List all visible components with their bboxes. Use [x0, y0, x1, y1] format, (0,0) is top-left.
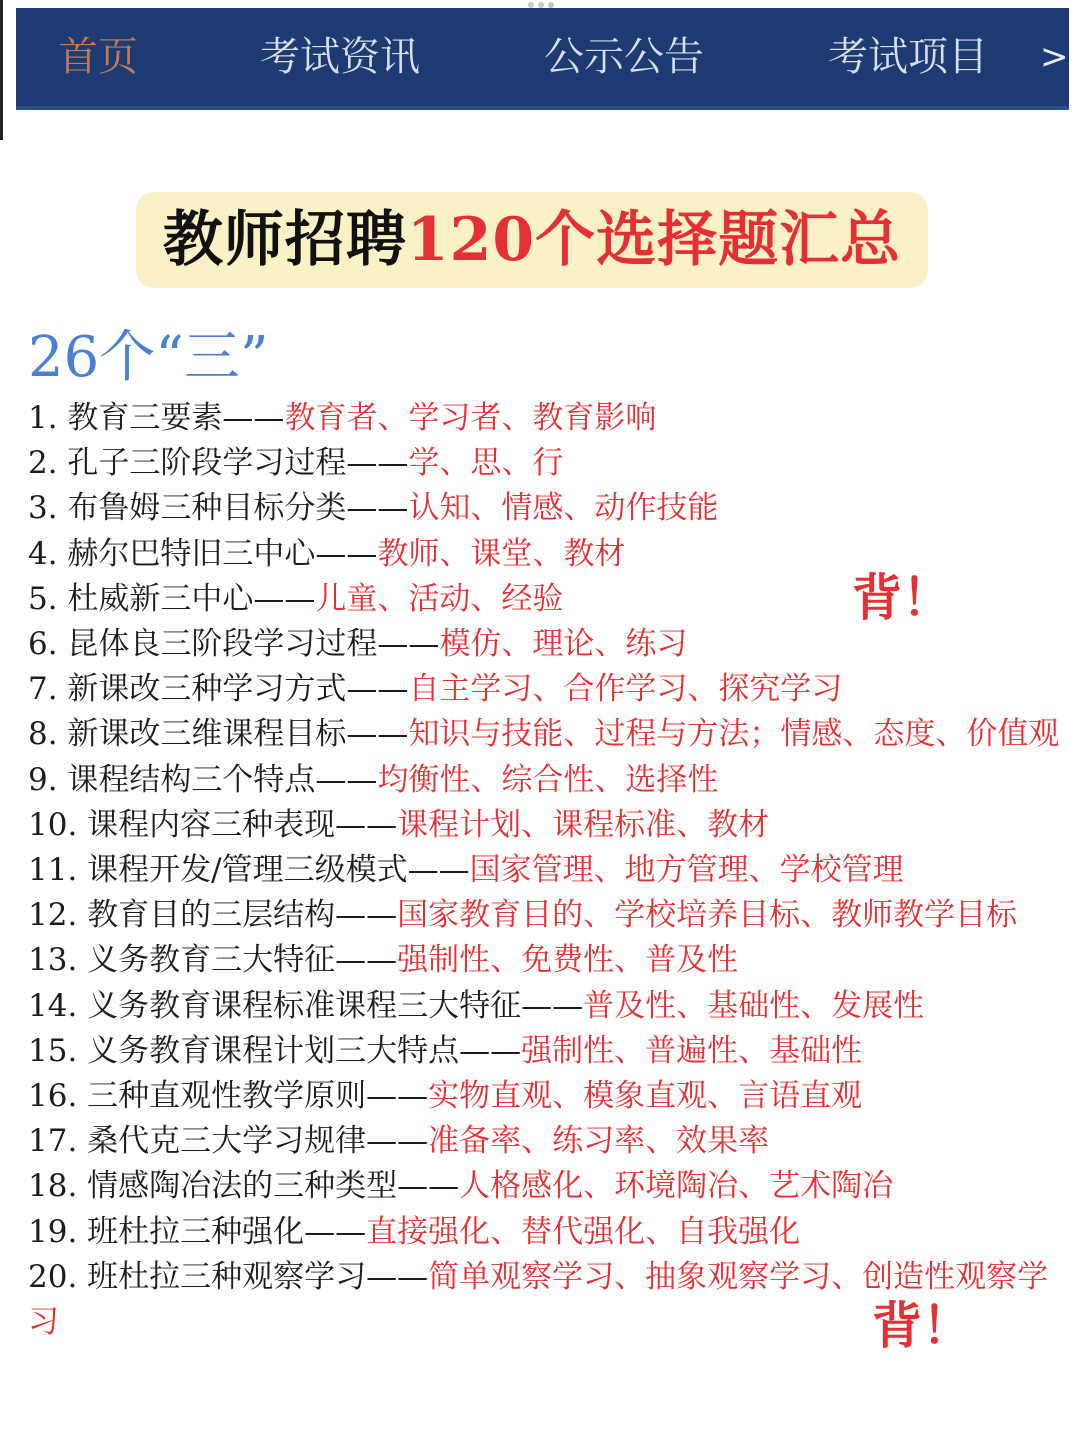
item-answer: 人格感化、环境陶冶、艺术陶冶 — [459, 1168, 894, 1205]
page-title-black-part: 教师招聘 — [162, 205, 407, 275]
page-title — [136, 192, 928, 288]
item-answer: 简单观察学习、抽象观察学习、创造性观察学习 — [28, 1258, 1049, 1341]
list-item — [28, 984, 1060, 1029]
list-item — [28, 667, 1060, 712]
list-item — [28, 441, 1060, 486]
item-answer: 强制性、免费性、普及性 — [397, 942, 739, 979]
list-item — [28, 893, 1060, 938]
item-question: 8. 新课改三维课程目标—— — [28, 716, 409, 753]
list-item — [28, 1210, 1060, 1255]
item-question: 16. 三种直观性教学原则—— — [28, 1078, 429, 1115]
item-question: 3. 布鲁姆三种目标分类—— — [28, 490, 409, 527]
left-edge-mark — [0, 0, 3, 140]
list-item — [28, 1074, 1060, 1119]
nav-item-home[interactable]: 首页 — [58, 34, 138, 80]
item-question: 10. 课程内容三种表现—— — [28, 806, 398, 843]
item-answer: 教育者、学习者、教育影响 — [284, 400, 657, 436]
list-item — [28, 848, 1060, 893]
item-question: 14. 义务教育课程标准课程三大特征—— — [28, 987, 584, 1024]
item-question: 7. 新课改三种学习方式—— — [28, 671, 409, 708]
item-answer: 直接强化、替代强化、自我强化 — [366, 1213, 801, 1250]
item-question: 15. 义务教育课程计划三大特点—— — [28, 1032, 522, 1069]
item-answer: 国家管理、地方管理、学校管理 — [469, 852, 904, 889]
nav-more-chevron-icon[interactable]: > — [1040, 37, 1069, 77]
nav-item-exam-projects[interactable]: 考试项目 — [828, 34, 988, 80]
question-list — [28, 396, 1060, 1345]
list-item — [28, 486, 1060, 531]
item-answer: 教师、课堂、教材 — [377, 535, 626, 572]
list-item — [28, 1119, 1060, 1164]
list-item — [28, 1164, 1060, 1209]
item-question: 6. 昆体良三阶段学习过程—— — [28, 626, 440, 663]
memorize-note: 背！ — [872, 1296, 972, 1355]
nav-item-announcements[interactable]: 公示公告 — [544, 34, 704, 80]
list-item — [28, 803, 1060, 848]
list-item — [28, 758, 1060, 803]
item-answer: 儿童、活动、经验 — [315, 580, 564, 617]
list-item — [28, 1029, 1060, 1074]
item-answer: 强制性、普遍性、基础性 — [521, 1032, 863, 1069]
item-question: 9. 课程结构三个特点—— — [28, 761, 378, 798]
item-answer: 学、思、行 — [408, 445, 564, 482]
item-question: 12. 教育目的三层结构—— — [28, 897, 398, 934]
item-question: 2. 孔子三阶段学习过程—— — [28, 445, 409, 482]
item-answer: 准备率、练习率、效果率 — [428, 1123, 770, 1160]
item-question: 17. 桑代克三大学习规律—— — [28, 1123, 429, 1160]
item-question: 1. 教育三要素—— — [28, 400, 285, 436]
section-heading: 26个“三” — [28, 325, 269, 390]
item-answer: 知识与技能、过程与方法；情感、态度、价值观 — [408, 716, 1060, 753]
item-answer: 实物直观、模象直观、言语直观 — [428, 1078, 863, 1115]
item-answer: 普及性、基础性、发展性 — [583, 987, 925, 1024]
page-title-red-part: 120个选择题汇总 — [406, 205, 902, 275]
item-answer: 课程计划、课程标准、教材 — [397, 806, 770, 843]
list-item — [28, 712, 1060, 757]
item-question: 19. 班杜拉三种强化—— — [28, 1213, 367, 1250]
item-question: 4. 赫尔巴特旧三中心—— — [28, 535, 378, 572]
nav-item-exam-news[interactable]: 考试资讯 — [260, 34, 420, 80]
memorize-note: 背！ — [852, 568, 952, 627]
item-answer: 均衡性、综合性、选择性 — [377, 761, 719, 798]
item-question: 13. 义务教育三大特征—— — [28, 942, 398, 979]
item-question: 20. 班杜拉三种观察学习—— — [28, 1258, 429, 1295]
top-nav-bar — [16, 8, 1069, 110]
item-answer: 认知、情感、动作技能 — [408, 490, 719, 527]
item-question: 18. 情感陶冶法的三种类型—— — [28, 1168, 460, 1205]
item-question: 5. 杜威新三中心—— — [28, 580, 316, 617]
list-item — [28, 396, 1060, 441]
item-answer: 自主学习、合作学习、探究学习 — [408, 671, 843, 708]
item-answer: 模仿、理论、练习 — [439, 626, 688, 663]
item-answer: 国家教育目的、学校培养目标、教师教学目标 — [397, 897, 1018, 934]
list-item — [28, 938, 1060, 983]
item-question: 11. 课程开发/管理三级模式—— — [28, 852, 470, 889]
